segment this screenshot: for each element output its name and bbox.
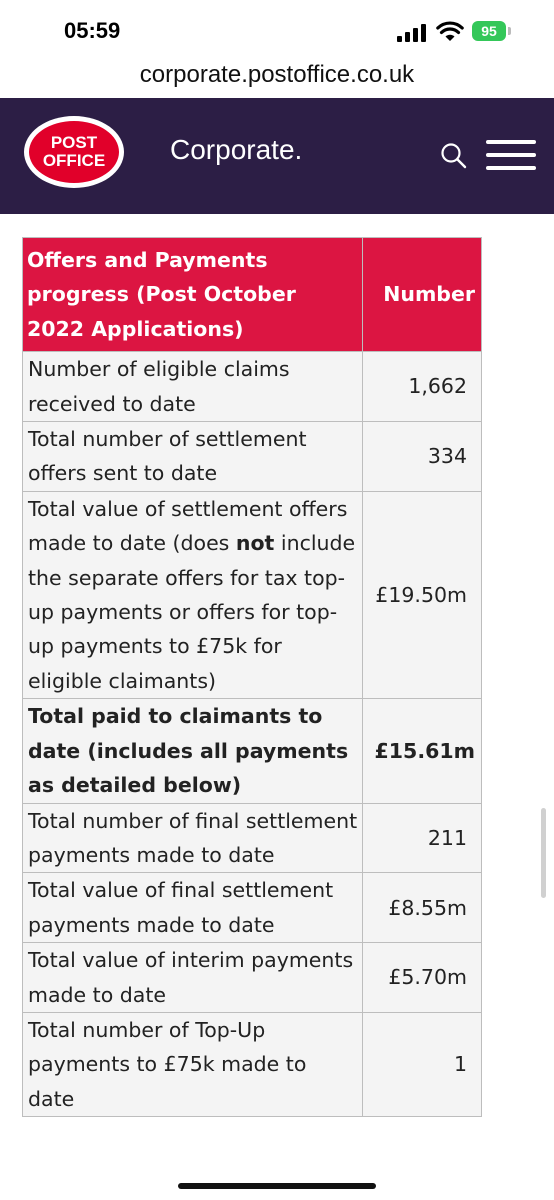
table-row bbox=[23, 803, 482, 873]
row-value: £19.50m bbox=[363, 491, 482, 698]
row-label: Total value of final settlement payments made to date bbox=[23, 873, 363, 943]
table-row bbox=[23, 1012, 482, 1116]
row-label: Total number of Top-Up payments to £75k made to date bbox=[23, 1012, 363, 1116]
table-row bbox=[23, 943, 482, 1013]
scrollbar[interactable] bbox=[541, 808, 546, 898]
signal-icon bbox=[397, 24, 427, 42]
row-value: 1 bbox=[363, 1012, 482, 1116]
row-value: £15.61m bbox=[363, 699, 482, 803]
wifi-icon bbox=[436, 20, 464, 42]
logo-inner bbox=[29, 121, 119, 183]
site-header bbox=[0, 98, 554, 214]
row-value: 211 bbox=[363, 803, 482, 873]
table-header-number: Number bbox=[363, 238, 482, 352]
status-time: 05:59 bbox=[64, 18, 121, 43]
home-indicator[interactable] bbox=[178, 1183, 376, 1189]
row-label-part: Total value of settlement offers made to date (does bbox=[28, 496, 348, 556]
row-value: 334 bbox=[363, 422, 482, 492]
row-label bbox=[23, 491, 363, 698]
battery-level: 95 bbox=[472, 21, 506, 41]
row-label: Total value of interim payments made to date bbox=[23, 943, 363, 1013]
table-row bbox=[23, 422, 482, 492]
table-row bbox=[23, 873, 482, 943]
logo-line-1: POST bbox=[50, 133, 98, 152]
row-value: £5.70m bbox=[363, 943, 482, 1013]
table-row bbox=[23, 352, 482, 422]
row-label: Total number of settlement offers sent to date bbox=[23, 422, 363, 492]
offers-payments-table-wrapper bbox=[22, 237, 482, 1117]
status-bar bbox=[0, 0, 554, 60]
url-bar[interactable]: corporate.postoffice.co.uk bbox=[139, 61, 415, 88]
row-label-part: include the separate offers for tax top-up payments or offers for top-up payments to £75k for eligible claimants) bbox=[28, 531, 356, 693]
row-value: £8.55m bbox=[363, 873, 482, 943]
row-label: Total number of final settlement payments made to date bbox=[23, 803, 363, 873]
logo-line-2: OFFICE bbox=[42, 151, 106, 170]
table-row bbox=[23, 491, 482, 698]
row-label: Number of eligible claims received to date bbox=[23, 352, 363, 422]
offers-payments-table bbox=[22, 237, 482, 1117]
search-icon[interactable] bbox=[440, 142, 468, 170]
table-header-description: Offers and Payments progress (Post October 2022 Applications) bbox=[23, 238, 363, 352]
post-office-logo[interactable] bbox=[24, 116, 124, 188]
brand-name[interactable]: Corporate. bbox=[170, 134, 303, 165]
row-label-emphasis: not bbox=[235, 531, 275, 556]
hamburger-menu-icon[interactable] bbox=[486, 138, 536, 172]
battery-tip bbox=[508, 27, 511, 35]
row-label: Total paid to claimants to date (includes all payments as detailed below) bbox=[23, 699, 363, 803]
table-row-total bbox=[23, 699, 482, 803]
table-header-row bbox=[23, 238, 482, 352]
row-value: 1,662 bbox=[363, 352, 482, 422]
